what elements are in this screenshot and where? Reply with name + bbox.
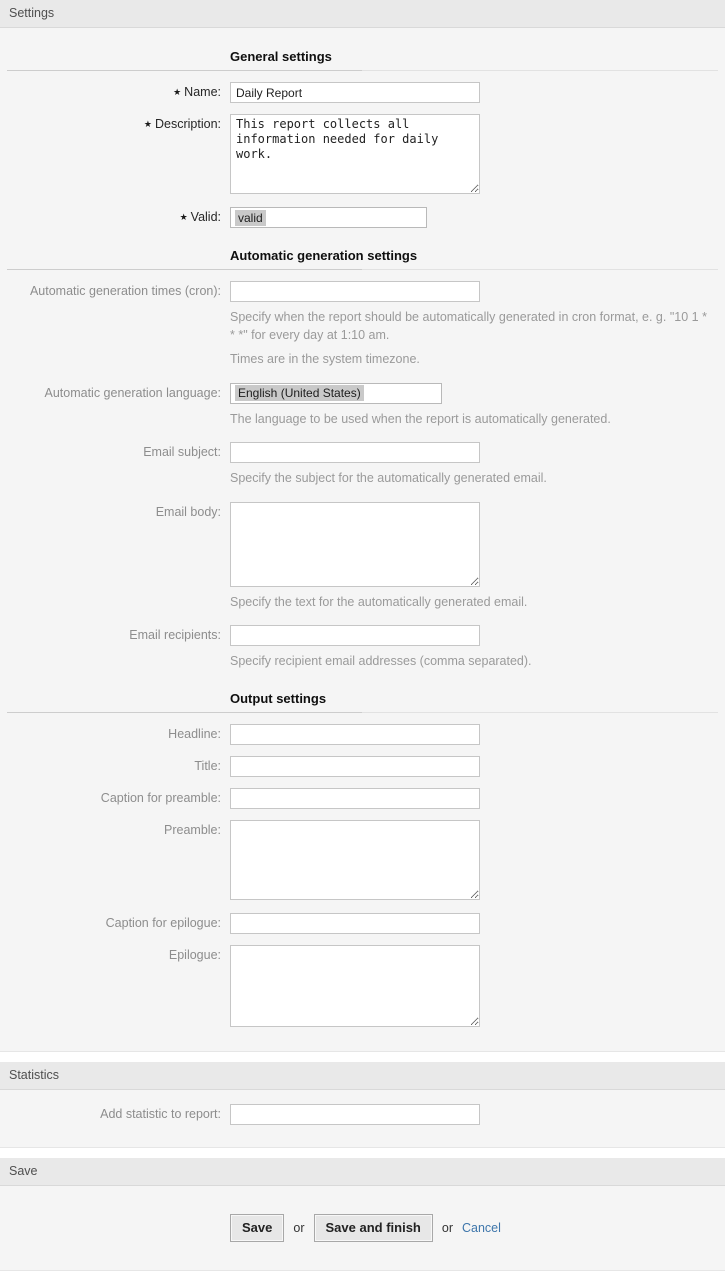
- description-row: [7, 114, 718, 194]
- email-recipients-hint: Specify recipient email addresses (comma separated).: [230, 654, 532, 668]
- email-body-hint: Specify the text for the automatically generated email.: [230, 594, 528, 609]
- settings-widget-header: [0, 0, 725, 28]
- language-select[interactable]: [230, 383, 442, 404]
- email-body-textarea[interactable]: [230, 502, 480, 587]
- caption-preamble-input[interactable]: [230, 788, 480, 809]
- headline-row: [7, 724, 718, 745]
- email-recipients-input[interactable]: [230, 625, 480, 646]
- statistics-widget-header: [0, 1062, 725, 1090]
- section-separator: [7, 269, 718, 270]
- section-separator: [7, 70, 718, 71]
- or-text: or: [293, 1220, 305, 1235]
- valid-select[interactable]: [230, 207, 427, 228]
- add-statistic-input[interactable]: [230, 1104, 480, 1125]
- title-input[interactable]: [230, 756, 480, 777]
- statistics-widget-body: [0, 1090, 725, 1147]
- save-button-row: [7, 1192, 718, 1246]
- valid-selected-value: valid: [235, 210, 266, 226]
- headline-input[interactable]: [230, 724, 480, 745]
- preamble-textarea[interactable]: [230, 820, 480, 900]
- preamble-row: [7, 820, 718, 900]
- title-row: [7, 756, 718, 777]
- email-body-label: Email body:: [155, 504, 221, 519]
- cron-input[interactable]: [230, 281, 480, 302]
- preamble-label: Preamble:: [164, 822, 221, 837]
- or-text: or: [441, 1220, 453, 1235]
- caption-preamble-label: Caption for preamble:: [100, 790, 221, 805]
- title-label: Title:: [194, 758, 221, 773]
- settings-widget-title: Settings: [9, 6, 55, 20]
- epilogue-textarea[interactable]: [230, 945, 480, 1027]
- headline-label: Headline:: [168, 726, 221, 741]
- section-separator: [7, 712, 718, 713]
- cron-timezone-hint: Times are in the system timezone.: [230, 352, 420, 366]
- automatic-generation-heading: Automatic generation settings: [230, 248, 418, 263]
- save-widget-header: [0, 1158, 725, 1186]
- required-star-icon: ★: [143, 119, 152, 129]
- general-settings-heading: General settings: [230, 49, 332, 64]
- email-body-row: [7, 502, 718, 612]
- epilogue-label: Epilogue:: [168, 947, 221, 962]
- cron-label: Automatic generation times (cron):: [29, 284, 221, 298]
- caption-epilogue-input[interactable]: [230, 913, 480, 934]
- cancel-link[interactable]: Cancel: [462, 1220, 501, 1235]
- epilogue-row: [7, 945, 718, 1027]
- caption-epilogue-label: Caption for epilogue:: [105, 915, 221, 930]
- description-textarea[interactable]: [230, 114, 480, 194]
- save-widget: [0, 1158, 725, 1271]
- language-selected-value: English (United States): [235, 385, 364, 401]
- add-statistic-row: [7, 1104, 718, 1125]
- email-recipients-row: [7, 625, 718, 671]
- email-recipients-label: Email recipients:: [129, 628, 221, 642]
- statistics-widget: [0, 1062, 725, 1148]
- description-label: ★ Description:: [143, 117, 221, 131]
- cron-row: [7, 281, 718, 369]
- required-star-icon: ★: [173, 87, 182, 97]
- save-widget-body: [0, 1186, 725, 1270]
- settings-widget-body: [0, 28, 725, 1051]
- name-input[interactable]: [230, 82, 480, 103]
- language-row: [7, 383, 718, 429]
- name-row: [7, 82, 718, 103]
- email-subject-row: [7, 442, 718, 488]
- save-and-finish-button[interactable]: Save and finish: [314, 1214, 433, 1242]
- caption-preamble-row: [7, 788, 718, 809]
- cron-hint: Specify when the report should be automatically generated in cron format, e. g. "10 1 * * *" for every day at 1:10 am.: [230, 310, 707, 342]
- add-statistic-label: Add statistic to report:: [100, 1106, 221, 1121]
- name-label: ★ Name:: [173, 85, 221, 99]
- save-button[interactable]: Save: [230, 1214, 284, 1242]
- save-widget-title: Save: [9, 1163, 38, 1178]
- required-star-icon: ★: [179, 212, 188, 222]
- statistics-widget-title: Statistics: [9, 1067, 60, 1082]
- caption-epilogue-row: [7, 913, 718, 934]
- valid-label: ★ Valid:: [179, 210, 221, 224]
- valid-row: [7, 207, 718, 228]
- email-subject-hint: Specify the subject for the automatically generated email.: [230, 471, 547, 485]
- email-subject-label: Email subject:: [143, 445, 221, 459]
- output-settings-heading: Output settings: [230, 690, 327, 706]
- language-hint: The language to be used when the report is automatically generated.: [230, 411, 611, 426]
- language-label: Automatic generation language:: [44, 385, 221, 400]
- email-subject-input[interactable]: [230, 442, 480, 463]
